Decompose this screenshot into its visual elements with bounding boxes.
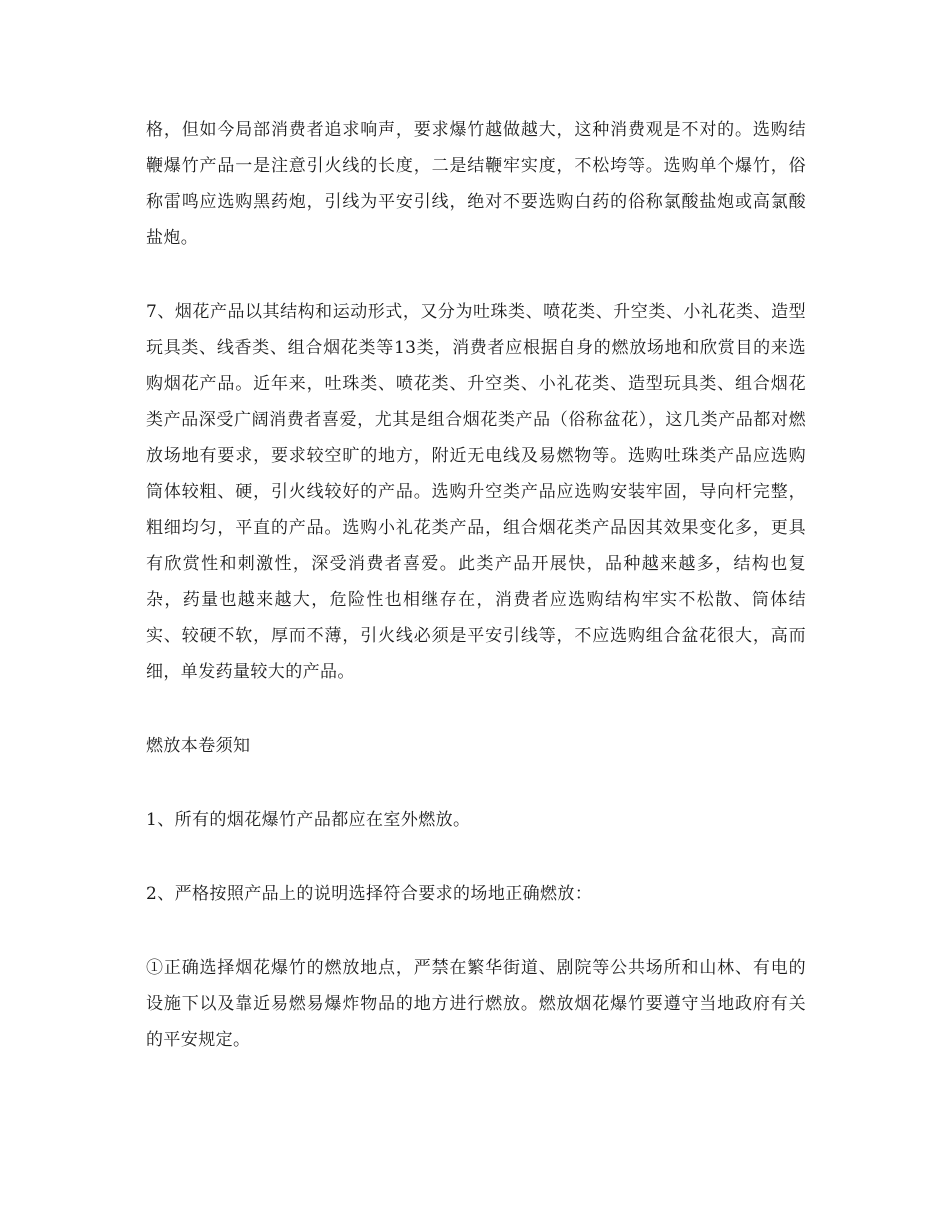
paragraph-rule-site: 2、严格按照产品上的说明选择符合要求的场地正确燃放： xyxy=(146,884,593,904)
paragraph-spacer xyxy=(146,838,806,876)
paragraph-spacer xyxy=(146,912,806,950)
paragraph-fireworks-types: 7、烟花产品以其结构和运动形式，又分为吐珠类、喷花类、升空类、小礼花类、造型玩具类、线香类、组合烟花类等13类，消费者应根据自身的燃放场地和欣赏目的来选购烟花产品。近年来，吐珠类、喷花类、升空类、小礼花类、造型玩具类、组合烟花类产品深受广阔消费者喜爱，尤其是组合烟花类产品（俗称盆花），这几类产品都对燃放场地有要求，要求较空旷的地方，附近无电线及易燃物等。选购吐珠类产品应选购筒体较粗、硬，引火线较好的产品。选购升空类产品应选购安装牢固，导向杆完整，粗细均匀，平直的产品。选购小礼花类产品，组合烟花类产品因其效果变化多，更具有欣赏性和刺激性，深受消费者喜爱。此类产品开展快，品种越来越多，结构也复杂，药量也越来越大，危险性也相继存在，消费者应选购结构牢实不松散、筒体结实、较硬不软，厚而不薄，引火线必须是平安引线等，不应选购组合盆花很大，高而细，单发药量较大的产品。 xyxy=(146,302,806,682)
paragraph-firecracker-purchase: 格，但如今局部消费者追求响声，要求爆竹越做越大，这种消费观是不对的。选购结鞭爆竹产品一是注意引火线的长度，二是结鞭牢实度，不松垮等。选购单个爆竹，俗称雷鸣应选购黑药炮，引线为平安引线，绝对不要选购白药的俗称氯酸盐炮或高氯酸盐炮。 xyxy=(146,120,806,248)
paragraph-spacer xyxy=(146,764,806,802)
paragraph-rule-location: ①正确选择烟花爆竹的燃放地点，严禁在繁华街道、剧院等公共场所和山林、有电的设施下以及靠近易燃易爆炸物品的地方进行燃放。燃放烟花爆竹要遵守当地政府有关的平安规定。 xyxy=(146,958,806,1050)
paragraph-spacer xyxy=(146,690,806,728)
section-heading-ignition-notes: 燃放本卷须知 xyxy=(146,736,251,756)
paragraph-rule-outdoor: 1、所有的烟花爆竹产品都应在室外燃放。 xyxy=(146,810,471,830)
document-body xyxy=(146,112,806,1058)
paragraph-spacer xyxy=(146,256,806,294)
